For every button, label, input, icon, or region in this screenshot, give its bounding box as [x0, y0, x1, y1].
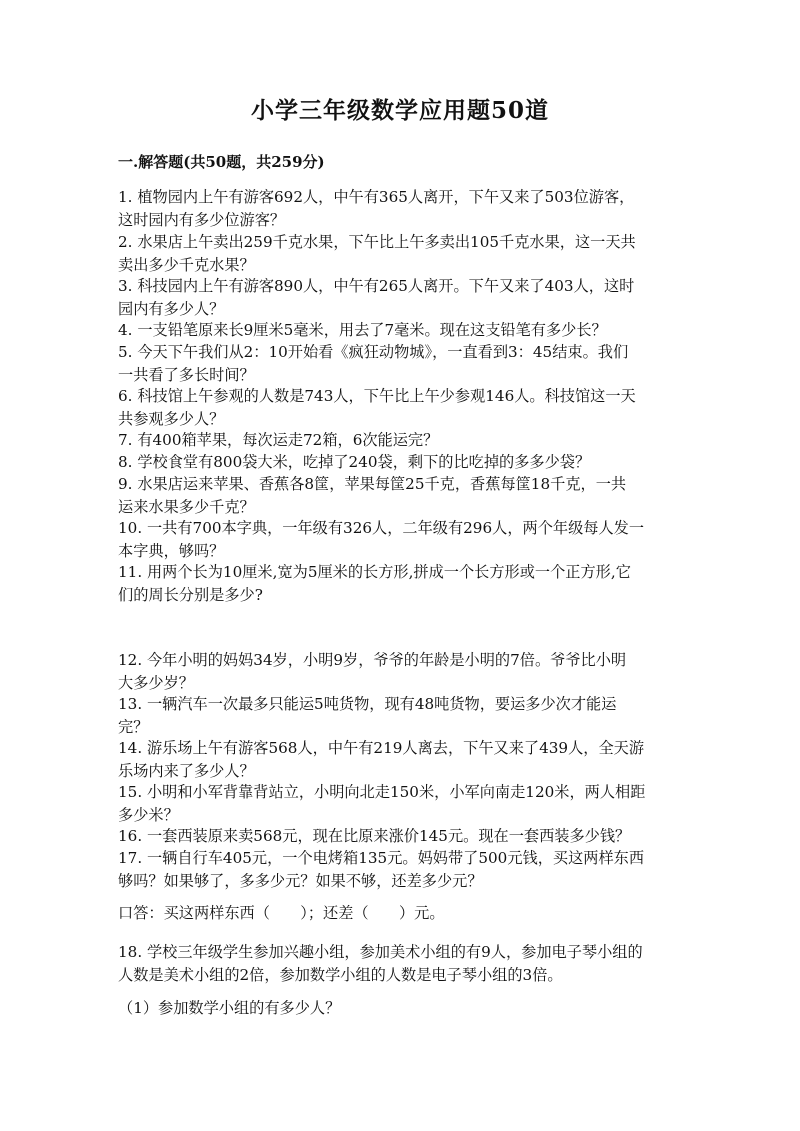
page-title: 小学三年级数学应用题50道 — [250, 97, 549, 124]
section-heading: 一.解答题(共50题，共259分) — [118, 153, 325, 171]
question-line: 共参观多少人？ — [118, 409, 225, 428]
question-18-part-1 — [118, 997, 684, 1020]
question-2 — [118, 231, 684, 276]
question-18 — [118, 941, 684, 986]
question-line: 这时园内有多少位游客？ — [118, 210, 286, 229]
question-line: 13. 一辆汽车一次最多只能运5吨货物，现有48吨货物，要运多少次才能运 — [118, 695, 617, 713]
question-16 — [118, 825, 684, 848]
question-line: 7. 有400箱苹果，每次运走72箱，6次能运完？ — [118, 431, 439, 449]
question-line: 运来水果多少千克？ — [118, 497, 255, 516]
question-line: 乐场内来了多少人？ — [118, 761, 255, 780]
question-line: 12. 今年小明的妈妈34岁，小明9岁，爷爷的年龄是小明的7倍。爷爷比小明 — [118, 651, 627, 669]
question-line: 6. 科技馆上午参观的人数是743人，下午比上午少参观146人。科技馆这一天 — [118, 387, 636, 405]
question-line: 3. 科技园内上午有游客890人，中午有265人离开。下午又来了403人，这时 — [118, 277, 635, 295]
question-line: 16. 一套西装原来卖568元，现在比原来涨价145元。现在一套西装多少钱？ — [118, 827, 631, 845]
question-line: 多少米？ — [118, 805, 179, 824]
question-line: 卖出多少千克水果？ — [118, 255, 255, 274]
question-line: 15. 小明和小军背靠背站立，小明向北走150米，小军向南走120米，两人相距 — [118, 783, 646, 801]
question-9 — [118, 473, 684, 518]
question-line: 10. 一共有700本字典，一年级有326人，二年级有296人，两个年级每人发一 — [118, 519, 645, 537]
question-line: 够吗？如果够了，多多少元？如果不够，还差多少元？ — [118, 871, 483, 890]
question-8 — [118, 451, 684, 474]
question-1 — [118, 186, 684, 231]
question-line: 大多少岁？ — [118, 673, 194, 692]
question-line: 9. 水果店运来苹果、香蕉各8筐，苹果每筐25千克，香蕉每筐18千克，一共 — [118, 475, 627, 493]
question-17 — [118, 847, 684, 892]
question-line: 11. 用两个长为10厘米,宽为5厘米的长方形,拼成一个长方形或一个正方形,它 — [118, 563, 631, 581]
question-11 — [118, 561, 684, 606]
question-line: 2. 水果店上午卖出259千克水果，下午比上午多卖出105千克水果，这一天共 — [118, 233, 636, 251]
question-line: 8. 学校食堂有800袋大米，吃掉了240袋，剩下的比吃掉的多多少袋？ — [118, 453, 591, 471]
question-6 — [118, 385, 684, 430]
question-line: 4. 一支铅笔原来长9厘米5毫米，用去了7毫米。现在这支铅笔有多少长？ — [118, 321, 607, 339]
question-line: 18. 学校三年级学生参加兴趣小组，参加美术小组的有9人，参加电子琴小组的 — [118, 943, 643, 961]
question-5 — [118, 341, 684, 386]
oral-answer-line — [118, 902, 684, 925]
question-line: 人数是美术小组的2倍，参加数学小组的人数是电子琴小组的3倍。 — [118, 965, 563, 984]
question-line: 5. 今天下午我们从2：10开始看《疯狂动物城》，一直看到3：45结束。我们 — [118, 343, 629, 361]
question-7 — [118, 429, 684, 452]
question-13 — [118, 693, 684, 738]
question-15 — [118, 781, 684, 826]
question-line: 完？ — [118, 717, 149, 736]
question-line: 口答：买这两样东西（ ）；还差（ ）元。 — [118, 904, 445, 922]
question-line: 14. 游乐场上午有游客568人，中午有219人离去，下午又来了439人，全天游 — [118, 739, 645, 757]
question-line: 17. 一辆自行车405元，一个电烤箱135元。妈妈带了500元钱，买这两样东西 — [118, 849, 645, 867]
question-line: 一共看了多长时间？ — [118, 365, 255, 384]
question-line: 们的周长分别是多少? — [118, 585, 263, 604]
question-4 — [118, 319, 684, 342]
question-line: 园内有多少人？ — [118, 299, 225, 318]
question-10 — [118, 517, 684, 562]
question-12 — [118, 649, 684, 694]
question-line: 本字典，够吗？ — [118, 541, 225, 560]
question-line: （1）参加数学小组的有多少人？ — [118, 999, 341, 1017]
question-3 — [118, 275, 684, 320]
question-14 — [118, 737, 684, 782]
question-line: 1. 植物园内上午有游客692人，中午有365人离开，下午又来了503位游客， — [118, 188, 635, 206]
